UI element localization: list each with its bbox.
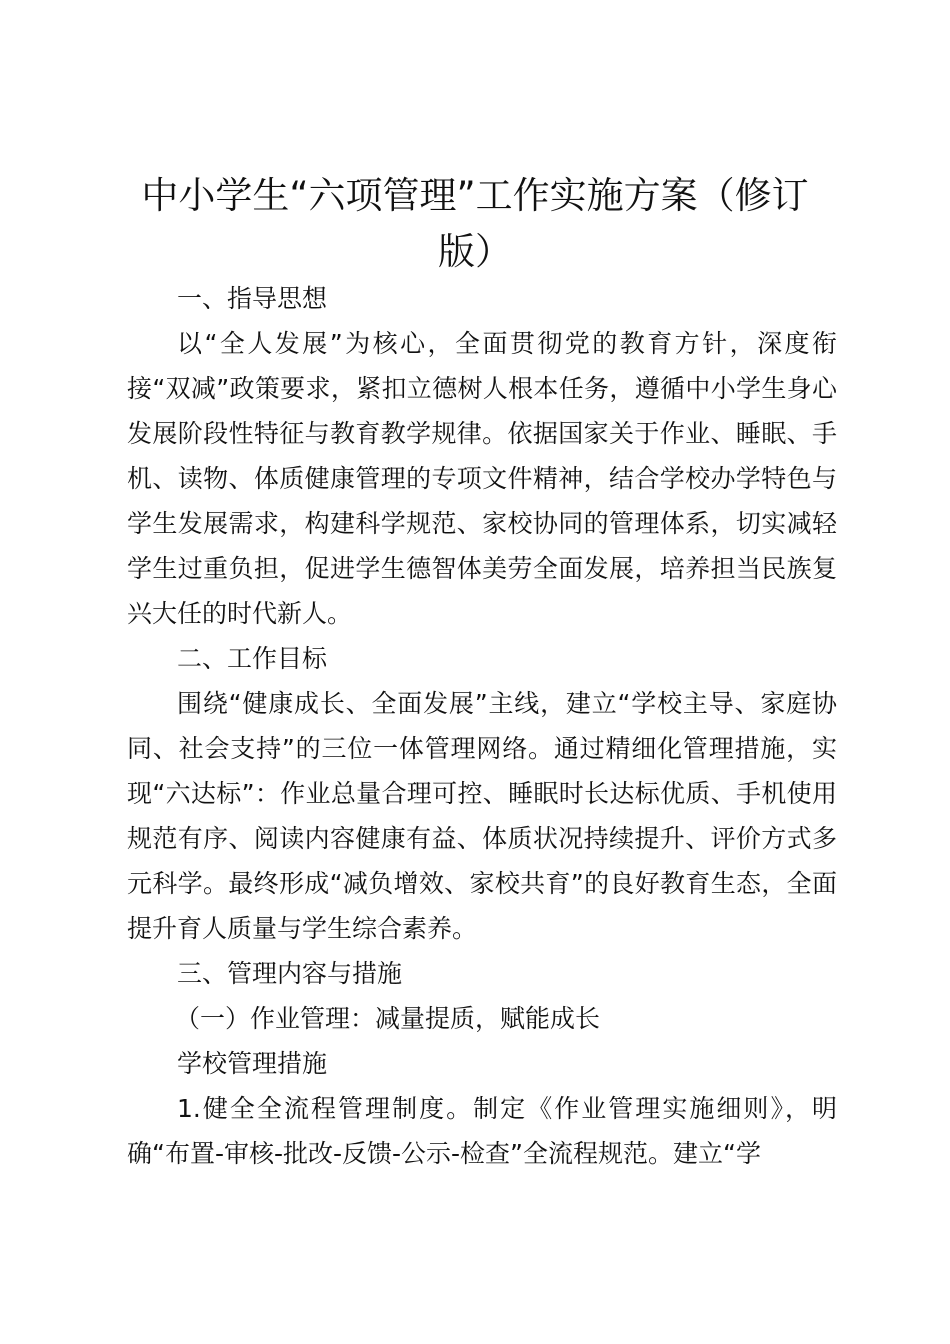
paragraph-measure-1: 1.健全全流程管理制度。制定《作业管理实施细则》，明确“布置-审核-批改-反馈-公示-检查”全流程规范。建立“学 bbox=[127, 1094, 837, 1168]
paragraph-guiding-ideology: 以“全人发展”为核心，全面贯彻党的教育方针，深度衔接“双减”政策要求，紧扣立德树人根本任务，遵循中小学生身心发展阶段性特征与教育教学规律。依据国家关于作业、睡眠、手机、读物、体质健康管理的专项文件精神，结合学校办学特色与学生发展需求，构建科学规范、家校协同的管理体系，切实减轻学生过重负担，促进学生德智体美劳全面发展，培养担当民族复兴大任的时代新人。 bbox=[127, 329, 837, 628]
section-heading-guiding-ideology: 一、指导思想 bbox=[177, 284, 328, 313]
subsection-heading-school-measures: 学校管理措施 bbox=[177, 1049, 328, 1078]
paragraph-work-goals: 围绕“健康成长、全面发展”主线，建立“学校主导、家庭协同、社会支持”的三位一体管理网络。通过精细化管理措施，实现“六达标”：作业总量合理可控、睡眠时长达标优质、手机使用规范有序、阅读内容健康有益、体质状况持续提升、评价方式多元科学。最终形成“减负增效、家校共育”的良好教育生态，全面提升育人质量与学生综合素养。 bbox=[127, 689, 837, 943]
document-title: 中小学生“六项管理”工作实施方案（修订版） bbox=[141, 174, 809, 273]
section-heading-work-goals: 二、工作目标 bbox=[177, 644, 328, 673]
document-body bbox=[127, 276, 837, 1176]
section-heading-management-measures: 三、管理内容与措施 bbox=[177, 959, 403, 988]
subsection-heading-homework: （一）作业管理：减量提质，赋能成长 bbox=[175, 1004, 601, 1033]
